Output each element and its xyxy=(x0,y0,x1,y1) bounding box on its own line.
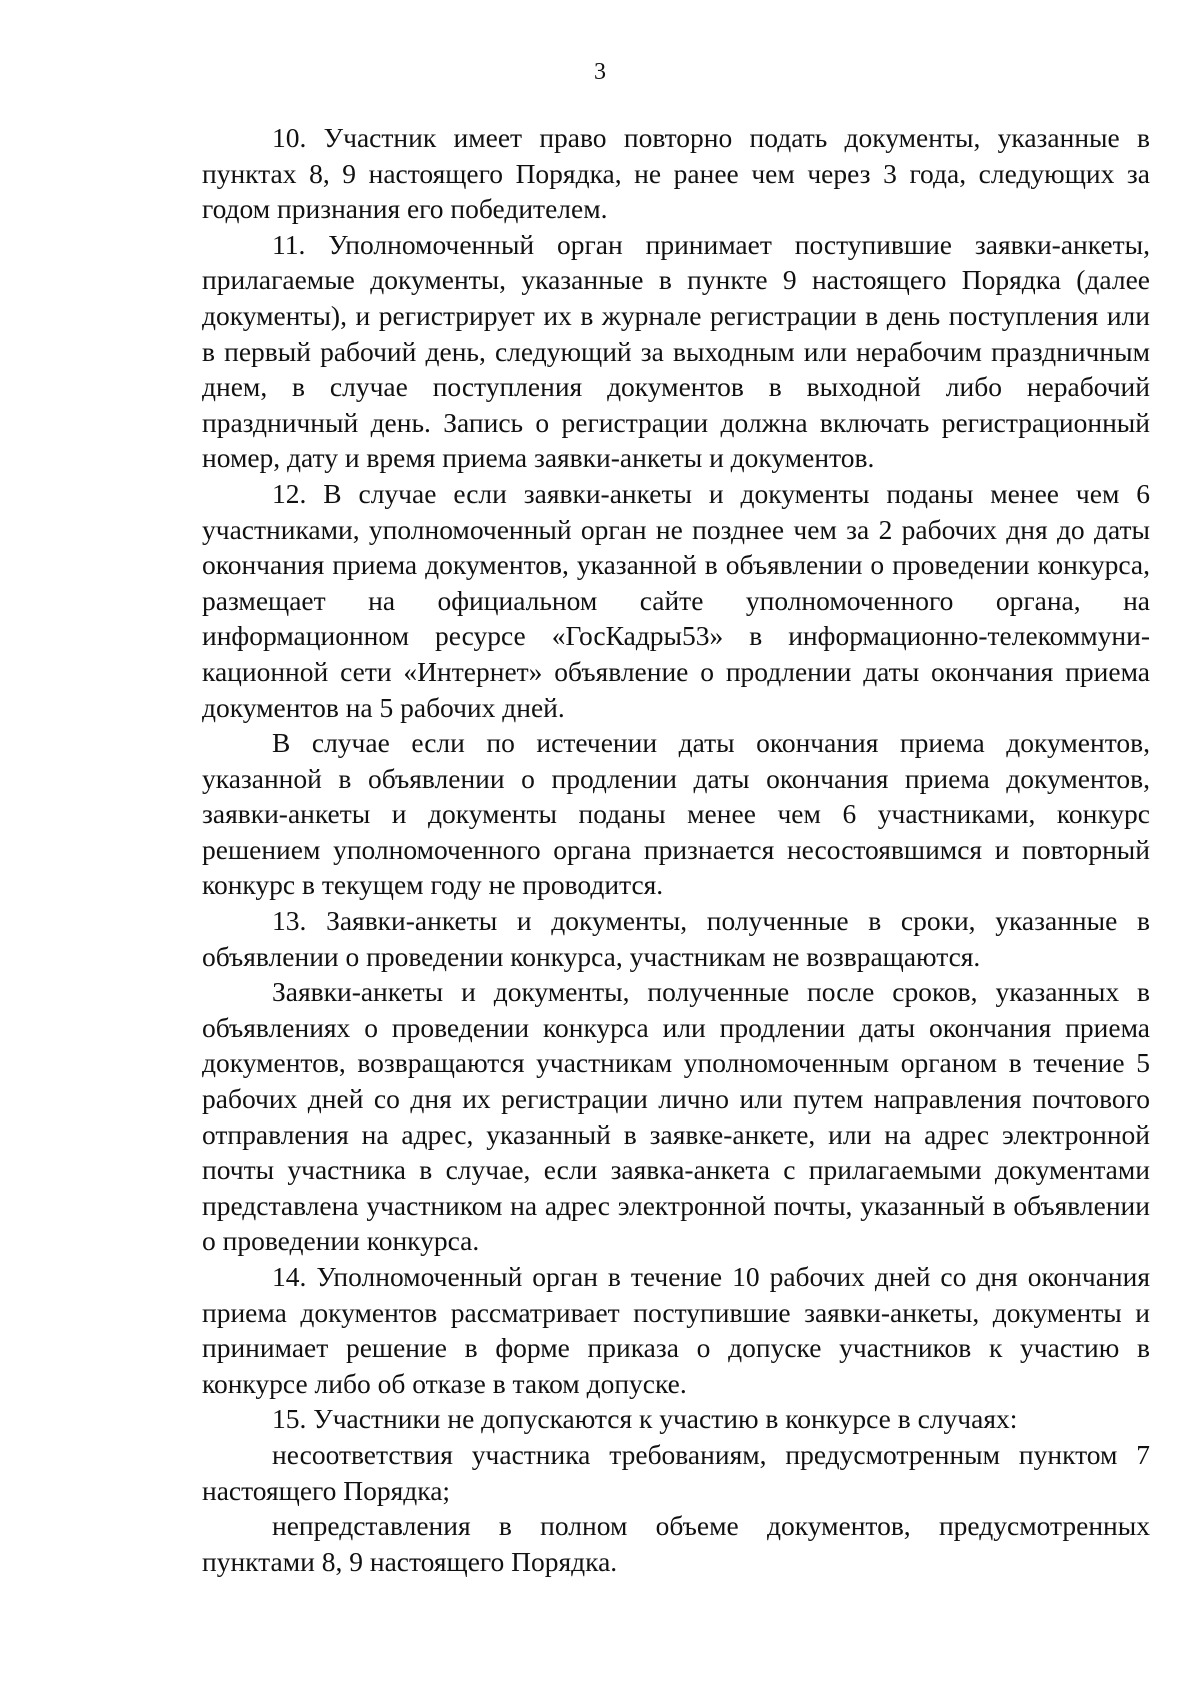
paragraph-10: 10. Участник имеет право повторно подать документы, указанные в пунктах 8, 9 настоящего Порядка, не ранее чем через 3 года, следующих за годом признания его победителем. xyxy=(202,122,1150,225)
paragraph-12: 12. В случае если заявки-анкеты и документы поданы менее чем 6 участниками, уполномоченный орган не позднее чем за 2 рабочих дня до даты окончания приема документов, указанной в объявлении о проведении конкурса, размещает на официальном сайте уполномоченного органа, на информационном ресурсе «ГосКадры53» в информационно-телекоммуникационной сети «Интернет» объявление о продлении даты окончания приема документов на 5 рабочих дней. xyxy=(202,477,1150,723)
paragraph-13: 13. Заявки-анкеты и документы, полученные в сроки, указанные в объявлении о проведении конкурса, участникам не возвращаются. xyxy=(202,905,1150,972)
paragraph-15-item-2: непредставления в полном объеме документов, предусмотренных пунктами 8, 9 настоящего Порядка. xyxy=(202,1510,1150,1577)
paragraph-13-continued: Заявки-анкеты и документы, полученные после сроков, указанных в объявлениях о проведении конкурса или продлении даты окончания приема документов, возвращаются участникам уполномоченным органом в течение 5 рабочих дней со дня их регистрации лично или путем направления почтового отправления на адрес, указанный в заявке-анкете, или на адрес электронной почты участника в случае, если заявка-анкета с прилагаемыми документами представлена участником на адрес электронной почты, указанный в объявлении о проведении конкурса. xyxy=(202,976,1150,1257)
page-number: 3 xyxy=(594,59,606,85)
document-body xyxy=(202,120,1150,1579)
paragraph-14: 14. Уполномоченный орган в течение 10 рабочих дней со дня окончания приема документов рассматривает поступившие заявки-анкеты, документы и принимает решение в форме приказа о допуске участников к участию в конкурсе либо об отказе в таком допуске. xyxy=(202,1261,1150,1399)
paragraph-11: 11. Уполномоченный орган принимает поступившие заявки-анкеты, прилагаемые документы, указанные в пункте 9 настоящего Порядка (далее документы), и регистрирует их в журнале регистрации в день поступления или в первый рабочий день, следующий за выходным или нерабочим праздничным днем, в случае поступления документов в выходной либо нерабочий праздничный день. Запись о регистрации должна включать регистрационный номер, дату и время приема заявки-анкеты и документов. xyxy=(202,228,1150,474)
paragraph-15: 15. Участники не допускаются к участию в конкурсе в случаях: xyxy=(272,1403,1018,1435)
paragraph-12-continued: В случае если по истечении даты окончания приема документов, указанной в объявлении о продлении даты окончания приема документов, заявки-анкеты и документы поданы менее чем 6 участниками, конкурс решением уполномоченного органа признается несостоявшимся и повторный конкурс в текущем году не проводится. xyxy=(202,727,1150,901)
paragraph-15-item-1: несоответствия участника требованиям, предусмотренным пунктом 7 настоящего Порядка; xyxy=(202,1438,1150,1506)
